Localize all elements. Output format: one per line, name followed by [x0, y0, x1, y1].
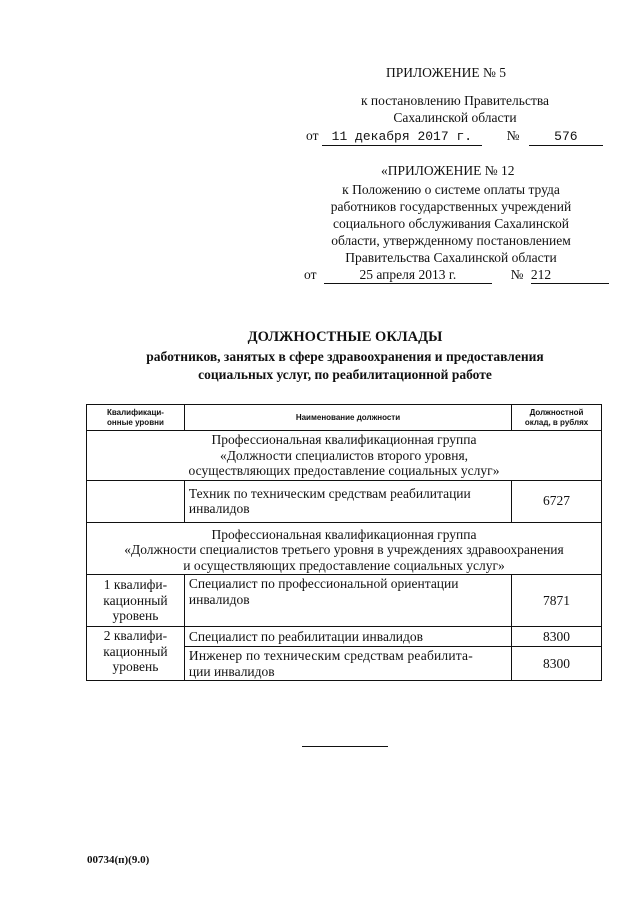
level-2-position-1: Специалист по реабилитации инвалидов	[184, 627, 511, 647]
level-2-line-1: 2 квалифи-	[103, 628, 168, 643]
header-position: Наименование должности	[184, 405, 511, 431]
level-1-position-line-1: Специалист по профессиональной ориентации	[188, 576, 459, 591]
sub-appendix-line-4: области, утвержденному постановлением	[331, 233, 571, 248]
group-1-position-line-2: инвалидов	[188, 501, 250, 516]
level-1-line-1: 1 квалифи-	[103, 577, 168, 593]
document-title: ДОЛЖНОСТНЫЕ ОКЛАДЫ	[247, 329, 443, 345]
resolution-line-1: к постановлению Правительства	[360, 93, 550, 108]
table-header-row	[87, 405, 602, 431]
level-2-salary-2: 8300	[512, 647, 602, 681]
resolution-line-2: Сахалинской области	[393, 110, 517, 125]
sub-appendix-line-2: работников государственных учреждений	[330, 199, 572, 214]
sub-appendix-line-5: Правительства Сахалинской области	[345, 250, 557, 265]
group-1-line-1: Профессиональная квалификационная группа	[211, 432, 477, 447]
sub-appendix-line-1: к Положению о системе оплаты труда	[342, 182, 560, 197]
group-2-row	[87, 522, 602, 575]
header-salary	[512, 405, 602, 431]
level-1-position-line-2: инвалидов	[188, 591, 250, 607]
level-2-line-3: уровень	[112, 659, 159, 674]
group-2-line-3: и осуществляющих предоставление социальных услуг»	[183, 557, 505, 573]
level-2-line-2: кационный	[103, 643, 168, 659]
sub-appendix-title: «ПРИЛОЖЕНИЕ № 12	[381, 163, 515, 178]
number-label: №	[506, 128, 520, 143]
level-2-position-2-line-2: ции инвалидов	[188, 663, 275, 679]
resolution-date-line	[306, 127, 603, 146]
appendix-title: ПРИЛОЖЕНИЕ № 5	[386, 65, 507, 80]
level-1-line-3: уровень	[112, 608, 159, 624]
table-row	[87, 575, 602, 627]
level-2-salary-1: 8300	[512, 627, 602, 647]
resolution-number: 576	[529, 128, 603, 146]
sub-from-label: от	[304, 267, 317, 282]
sub-number-label: №	[510, 267, 524, 282]
group-1-level	[87, 480, 185, 522]
closing-separator	[302, 746, 388, 747]
level-1-cell	[87, 575, 185, 627]
document-code: 00734(п)(9.0)	[87, 854, 150, 866]
document-subtitle-line-2: социальных услуг, по реабилитационной работе	[198, 367, 492, 382]
level-1-position	[184, 575, 511, 627]
level-1-line-2: кационный	[103, 592, 168, 608]
header-level-line-2: онные уровни	[107, 417, 164, 427]
sub-appendix-number: 212	[531, 266, 609, 284]
level-1-salary: 7871	[512, 575, 602, 627]
level-2-position-2-line-1: Инженер по техническим средствам реабилита-	[188, 648, 473, 663]
table-row	[87, 627, 602, 647]
group-1-line-2: «Должности специалистов второго уровня,	[219, 447, 469, 463]
salary-table	[86, 404, 602, 681]
header-level-line-1: Квалификаци-	[106, 407, 164, 417]
level-2-cell	[87, 627, 185, 681]
header-salary-line-1: Должностной	[529, 407, 584, 417]
document-subtitle-line-1: работников, занятых в сфере здравоохранения и предоставления	[146, 349, 544, 364]
group-2-line-2: «Должности специалистов третьего уровня в учреждениях здравоохранения	[124, 542, 564, 557]
table-row	[87, 480, 602, 522]
sub-appendix-date-line	[304, 266, 609, 284]
sub-appendix-date: 25 апреля 2013 г.	[324, 266, 492, 284]
group-2-line-1: Профессиональная квалификационная группа	[211, 526, 477, 542]
group-1-title	[87, 431, 602, 481]
sub-appendix-line-3: социального обслуживания Сахалинской	[333, 216, 569, 231]
group-1-position-line-1: Техник по техническим средствам реабилитации	[188, 485, 471, 501]
group-1-position	[184, 480, 511, 522]
group-1-salary: 6727	[512, 480, 602, 522]
level-2-position-2	[184, 647, 511, 681]
header-level	[87, 405, 185, 431]
group-1-line-3: осуществляющих предоставление социальных услуг»	[188, 463, 500, 478]
resolution-date: 11 декабря 2017 г.	[322, 128, 482, 146]
header-salary-line-2: оклад, в рублях	[524, 417, 589, 427]
group-1-row	[87, 431, 602, 481]
group-2-title	[87, 522, 602, 575]
from-label: от	[306, 128, 319, 143]
